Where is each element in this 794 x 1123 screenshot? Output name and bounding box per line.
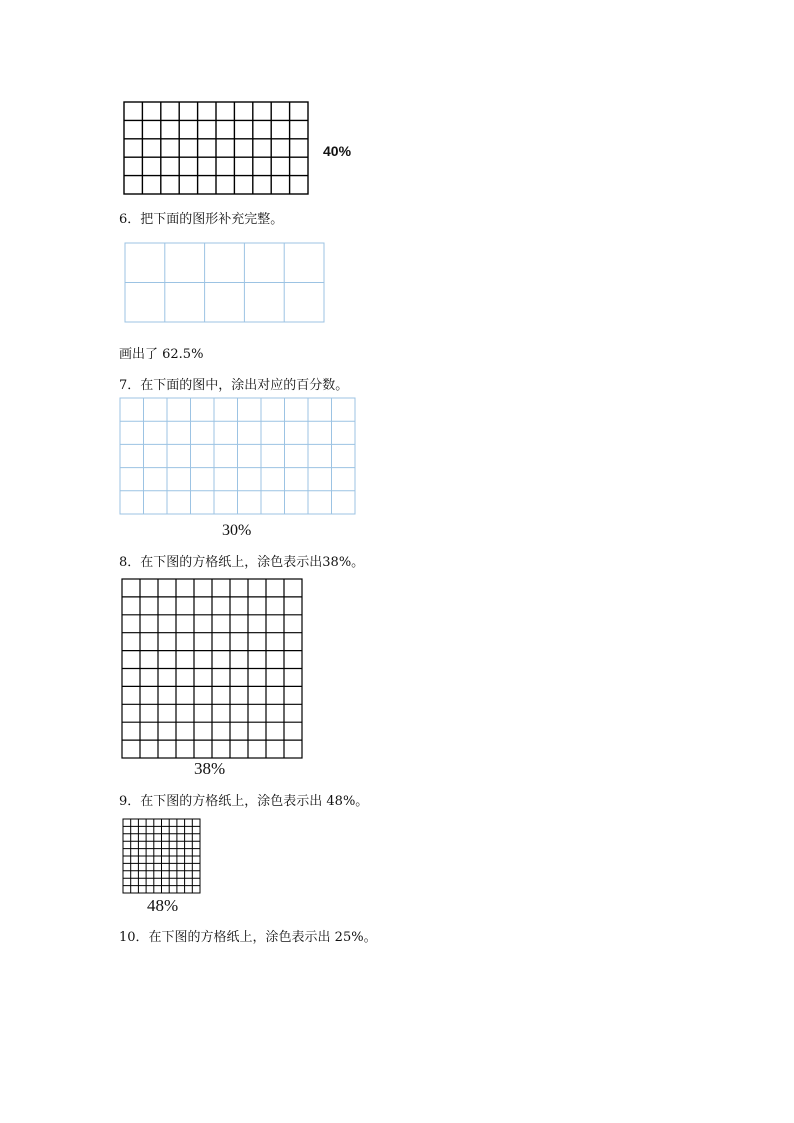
percent-label-40: 40% [323, 143, 352, 159]
question-text: 在下图的方格纸上，涂色表示出 25%。 [148, 930, 377, 945]
question-number: 7． [119, 378, 141, 393]
question-number: 10． [119, 930, 149, 945]
caption-drawn-62-5: 画出了 62.5% [119, 347, 204, 362]
question-number: 8． [119, 555, 141, 570]
percent-label-48: 48% [147, 896, 179, 915]
question-text: 在下图的方格纸上，涂色表示出 48%。 [140, 794, 369, 809]
percent-label-38: 38% [194, 759, 226, 778]
question-text: 把下面的图形补充完整。 [140, 212, 284, 227]
percent-label-30: 30% [222, 522, 252, 539]
question-10 [119, 926, 377, 945]
question-text: 在下面的图中，涂出对应的百分数。 [140, 378, 349, 393]
question-text: 在下图的方格纸上，涂色表示出38%。 [140, 555, 365, 570]
question-number: 6． [119, 212, 141, 227]
question-number: 9． [119, 794, 141, 809]
